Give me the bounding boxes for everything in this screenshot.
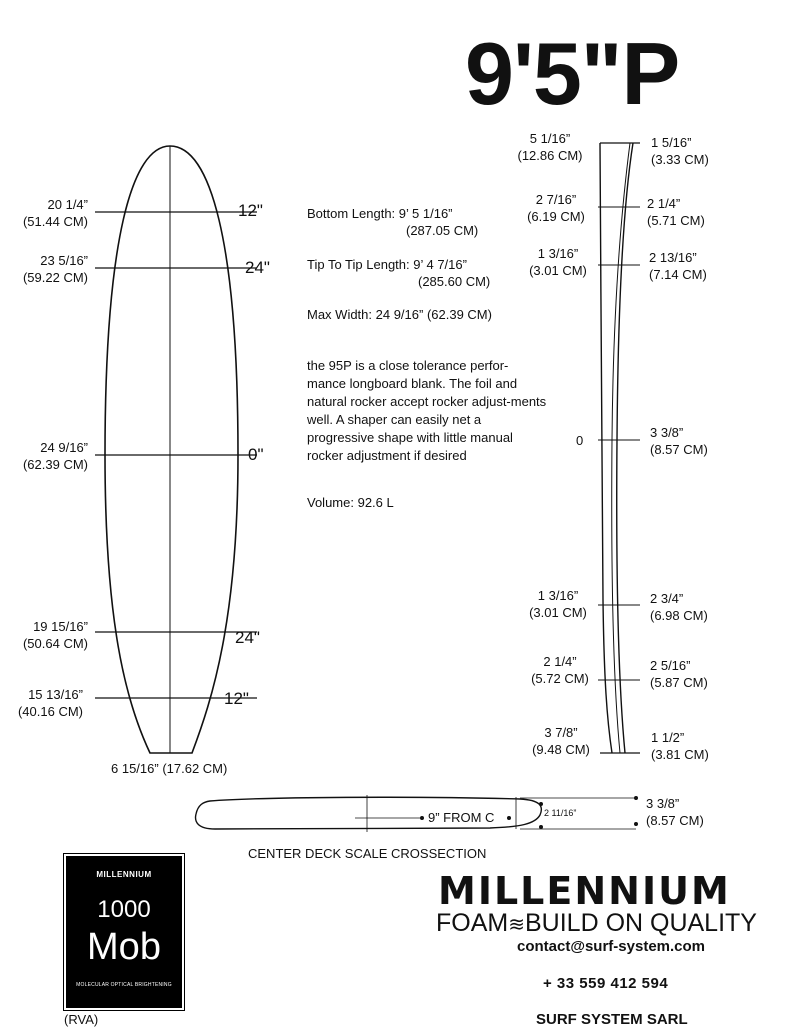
board-model-title: 9'5"P — [465, 24, 680, 123]
tail-width-label: 6 15/16” (17.62 CM) — [111, 761, 228, 776]
thickness-imperial: 1 1/2” — [651, 730, 685, 745]
rocker-metric: (6.19 CM) — [527, 209, 585, 224]
rocker-imperial: 5 1/16” — [529, 131, 571, 146]
rocker-metric: (3.01 CM) — [529, 605, 587, 620]
profile-bottom — [600, 143, 612, 753]
thickness-metric: (5.71 CM) — [647, 213, 705, 228]
rocker-label — [510, 130, 590, 164]
rocker-label — [516, 191, 596, 225]
tip-length-metric: (285.60 CM) — [418, 274, 491, 289]
outline-width-label — [10, 252, 88, 286]
rocker-imperial: 1 3/16” — [537, 246, 579, 261]
rocker-metric: (9.48 CM) — [532, 742, 590, 757]
crossection-thickness-metric: (8.57 CM) — [646, 813, 704, 828]
crossection-thickness — [646, 795, 704, 829]
rocker-metric: (3.01 CM) — [529, 263, 587, 278]
width-imperial: 23 5/16” — [40, 253, 88, 268]
rocker-metric: (5.72 CM) — [531, 671, 589, 686]
thickness-label — [647, 195, 705, 229]
company-name: SURF SYSTEM SARL — [536, 1011, 688, 1028]
station-marker: 24" — [235, 628, 260, 647]
mob-word: Mob — [87, 926, 161, 968]
thickness-label — [650, 424, 708, 458]
contact-phone: + 33 559 412 594 — [543, 975, 669, 992]
rocker-zero: 0 — [576, 433, 584, 448]
thickness-label — [650, 657, 708, 691]
width-imperial: 20 1/4” — [47, 197, 88, 212]
rocker-metric: (12.86 CM) — [517, 148, 583, 163]
crossection-from-center: 9” FROM C — [428, 810, 495, 825]
crossection-dot-1 — [420, 816, 424, 820]
profile-inner-line — [612, 143, 630, 753]
thickness-imperial: 2 13/16” — [649, 250, 697, 265]
outline-width-label — [10, 439, 88, 473]
profile-deck — [617, 143, 633, 753]
thickness-imperial: 2 1/4” — [647, 196, 681, 211]
rocker-imperial: 3 7/8” — [544, 725, 578, 740]
tagline-foam: FOAM — [436, 909, 509, 937]
thickness-imperial: 2 5/16” — [650, 658, 691, 673]
thickness-label — [650, 590, 708, 624]
width-imperial: 19 15/16” — [33, 619, 88, 634]
rocker-imperial: 2 1/4” — [543, 654, 577, 669]
rocker-imperial: 1 3/16” — [537, 588, 579, 603]
thickness-label — [649, 249, 707, 283]
thickness-metric: (3.81 CM) — [651, 747, 709, 762]
bottom-length: Bottom Length: 9’ 5 1/16” — [307, 206, 453, 221]
station-marker: 12" — [238, 201, 263, 220]
station-marker: 12" — [224, 689, 249, 708]
outline-width-label — [5, 686, 83, 720]
tip-length: Tip To Tip Length: 9’ 4 7/16” — [307, 257, 467, 272]
volume: Volume: 92.6 L — [307, 495, 394, 510]
brand-logo: MILLENNIUM — [438, 869, 731, 913]
tagline-quality: BUILD ON QUALITY — [524, 909, 757, 937]
rocker-label — [518, 587, 598, 621]
crossection-dot-3 — [539, 802, 543, 806]
station-marker: 24" — [245, 258, 270, 277]
thickness-metric: (6.98 CM) — [650, 608, 708, 623]
rva-note: (RVA) — [64, 1012, 99, 1027]
thickness-metric: (8.57 CM) — [650, 442, 708, 457]
width-metric: (62.39 CM) — [22, 457, 88, 472]
wave-icon: ≋ — [508, 914, 525, 936]
board-outline — [105, 146, 238, 753]
crossection-thickness-imperial: 3 3/8” — [646, 796, 680, 811]
contact-email: contact@surf-system.com — [517, 938, 706, 955]
outline-width-label — [10, 196, 88, 230]
crossection-inner-dim: 2 11/16” — [544, 808, 577, 818]
bottom-length-metric: (287.05 CM) — [406, 223, 479, 238]
width-metric: (59.22 CM) — [22, 270, 88, 285]
outline-width-label — [5, 618, 88, 652]
thickness-imperial: 2 3/4” — [650, 591, 684, 606]
thickness-metric: (5.87 CM) — [650, 675, 708, 690]
brand-tagline — [436, 911, 757, 936]
thickness-imperial: 1 5/16” — [651, 135, 692, 150]
rocker-label — [521, 724, 601, 758]
width-imperial: 15 13/16” — [28, 687, 83, 702]
station-marker: 0" — [248, 445, 264, 464]
crossection-dot-2 — [507, 816, 511, 820]
width-metric: (51.44 CM) — [22, 214, 88, 229]
thickness-metric: (7.14 CM) — [649, 267, 707, 282]
width-imperial: 24 9/16” — [40, 440, 88, 455]
crossection-dot-6 — [634, 822, 638, 826]
crossection-caption: CENTER DECK SCALE CROSSECTION — [248, 846, 487, 861]
thickness-imperial: 3 3/8” — [650, 425, 684, 440]
rocker-label — [518, 245, 598, 279]
thickness-metric: (3.33 CM) — [651, 152, 709, 167]
width-metric: (50.64 CM) — [22, 636, 88, 651]
board-description: the 95P is a close tolerance perfor-mance longboard blank. The foil and natural rocker accept rocker adjust-ments well. A shaper can easily net a progressive shape with little manual rocker adjustment if desired — [307, 358, 547, 463]
max-width: Max Width: 24 9/16” (62.39 CM) — [307, 307, 492, 322]
rocker-label — [520, 653, 600, 687]
crossection-dot-5 — [634, 796, 638, 800]
mob-subtitle: MOLECULAR OPTICAL BRIGHTENING — [76, 982, 172, 988]
rocker-imperial: 2 7/16” — [535, 192, 577, 207]
width-metric: (40.16 CM) — [17, 704, 83, 719]
thickness-label — [651, 134, 709, 168]
mob-brand: MILLENNIUM — [96, 870, 152, 879]
crossection-dot-4 — [539, 825, 543, 829]
thickness-label — [651, 729, 709, 763]
mob-badge — [64, 854, 184, 1010]
mob-number: 1000 — [97, 896, 151, 923]
